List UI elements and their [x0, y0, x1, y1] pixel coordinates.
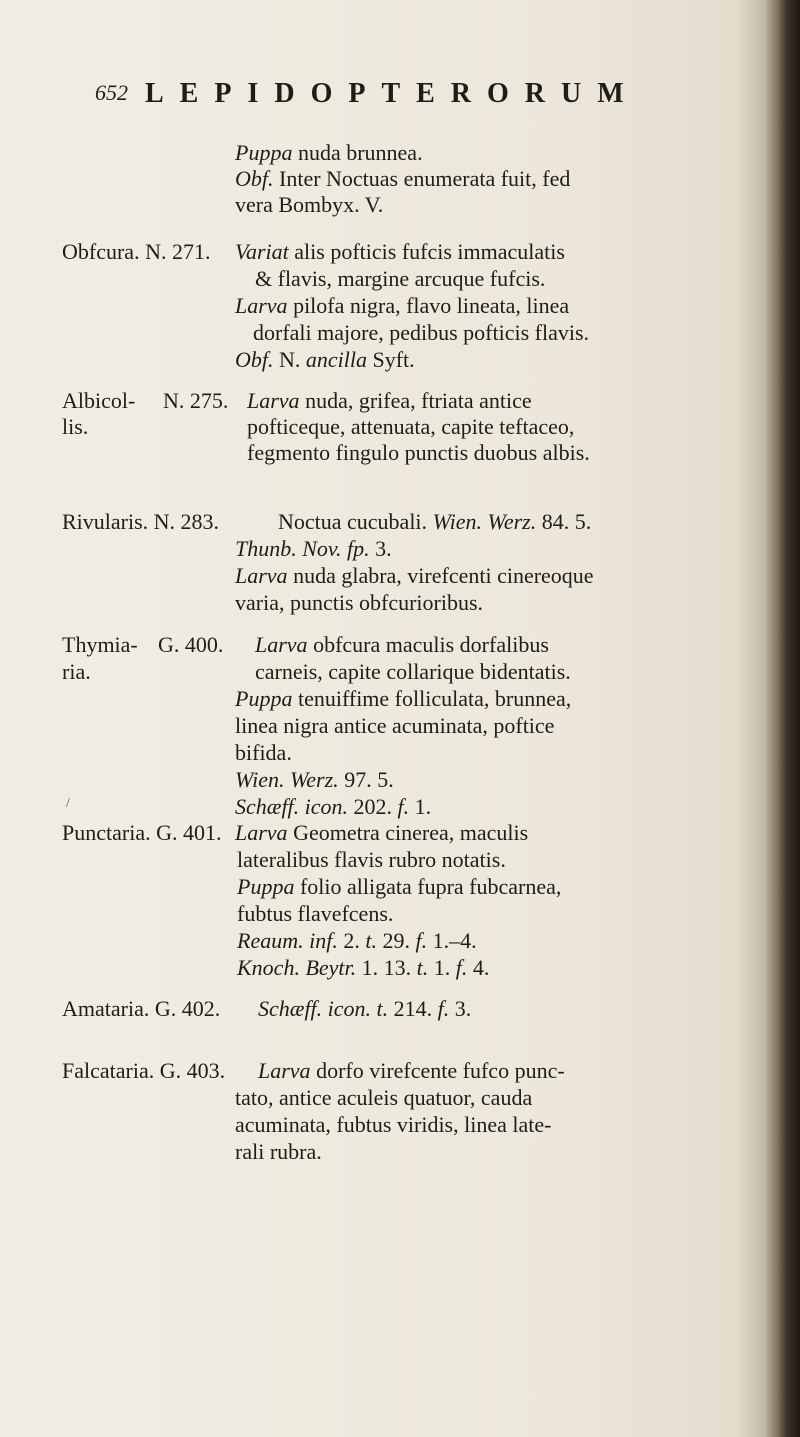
- text-run: Schæff. icon.: [235, 794, 349, 819]
- text-run: f.: [437, 996, 450, 1021]
- entry-line: [237, 847, 506, 874]
- text-run: Puppa: [237, 874, 295, 899]
- entry-line: [235, 536, 392, 563]
- species-label-thymiaria-cont: ria.: [62, 659, 91, 684]
- text-run: Larva: [255, 632, 308, 657]
- page-gutter-shadow: [736, 0, 766, 1437]
- entry-line: [237, 928, 477, 955]
- text-run: bifida.: [235, 740, 292, 765]
- entry-line: [235, 1139, 322, 1166]
- entry-line: [235, 686, 571, 713]
- text-run: ancilla: [305, 347, 367, 372]
- text-run: obfcura maculis dorfalibus: [307, 632, 549, 657]
- entry-line: [278, 509, 591, 536]
- entry-line: [247, 414, 574, 441]
- text-run: nuda, grifea, ftriata antice: [299, 388, 532, 413]
- text-run: tato, antice aculeis quatuor, cauda: [235, 1085, 533, 1110]
- entry-line: [255, 659, 571, 686]
- species-label-thymiaria: Thymia-: [62, 632, 138, 657]
- text-run: Schæff. icon.: [258, 996, 372, 1021]
- text-run: Obf.: [235, 166, 274, 191]
- text-run: Puppa: [235, 140, 293, 165]
- entry-line: [235, 563, 594, 590]
- entry-line: [235, 166, 570, 193]
- text-run: alis pofticis fufcis immaculatis: [288, 239, 565, 264]
- running-title: LEPIDOPTERORUM: [145, 78, 640, 109]
- entry-line: [235, 794, 431, 821]
- text-run: 4.: [467, 955, 490, 980]
- entry-line: [255, 632, 549, 659]
- text-run: carneis, capite collarique bidentatis.: [255, 659, 571, 684]
- species-label-punctaria: Punctaria. G. 401.: [62, 820, 222, 845]
- text-run: 1.: [428, 955, 456, 980]
- ink-mark: /: [66, 796, 70, 811]
- text-run: 214.: [388, 996, 438, 1021]
- entry-line: [235, 713, 554, 740]
- text-run: 1.: [409, 794, 432, 819]
- entry-line: [235, 347, 415, 374]
- text-run: vera Bombyx. V.: [235, 192, 384, 217]
- entry-line: [235, 820, 528, 847]
- text-run: f.: [415, 928, 428, 953]
- text-run: rali rubra.: [235, 1139, 322, 1164]
- entry-line: [235, 590, 483, 617]
- entry-line: [258, 996, 471, 1023]
- text-run: fegmento fingulo punctis duobus albis.: [247, 440, 590, 465]
- text-run: Syft.: [367, 347, 415, 372]
- text-run: t.: [365, 928, 377, 953]
- species-label-albicollis-cont: lis.: [62, 414, 89, 439]
- page-header: [95, 80, 735, 120]
- text-run: Larva: [235, 820, 288, 845]
- text-run: 1.–4.: [427, 928, 477, 953]
- entry-line: [258, 1058, 565, 1085]
- species-label-rivularis: Rivularis. N. 283.: [62, 509, 220, 534]
- text-run: 3.: [449, 996, 472, 1021]
- entry-line: [237, 901, 393, 928]
- entry-line: [235, 192, 383, 219]
- text-run: Obf.: [235, 347, 274, 372]
- text-run: f.: [455, 955, 468, 980]
- text-run: f.: [397, 794, 410, 819]
- text-run: Inter Noctuas enumerata fuit, fed: [273, 166, 571, 191]
- entry-line: [235, 239, 565, 266]
- text-run: Larva: [235, 563, 288, 588]
- entry-line: [253, 320, 589, 347]
- text-run: acuminata, fubtus viridis, linea late-: [235, 1112, 552, 1137]
- species-number-thymiaria: G. 400.: [158, 632, 224, 657]
- text-run: 29.: [376, 928, 416, 953]
- text-run: Thunb. Nov. fp.: [235, 536, 370, 561]
- text-run: 2.: [337, 928, 366, 953]
- species-label-falcataria: Falcataria. G. 403.: [62, 1058, 226, 1083]
- text-run: lateralibus flavis rubro notatis.: [237, 847, 506, 872]
- text-run: Wien. Werz.: [235, 767, 339, 792]
- text-run: t.: [416, 955, 429, 980]
- text-run: dorfo virefcente fufco punc-: [310, 1058, 565, 1083]
- text-run: Larva: [258, 1058, 311, 1083]
- entry-line: [235, 293, 569, 320]
- entry-line: [235, 740, 292, 767]
- species-label-obfcura: Obfcura. N. 271.: [62, 239, 211, 264]
- text-run: tenuiffime folliculata, brunnea,: [292, 686, 572, 711]
- text-run: fubtus flavefcens.: [237, 901, 394, 926]
- text-run: dorfali majore, pedibus pofticis flavis.: [253, 320, 590, 345]
- text-run: 84. 5.: [536, 509, 592, 534]
- text-run: Knoch. Beytr.: [237, 955, 357, 980]
- text-run: 3.: [369, 536, 392, 561]
- entry-line: [235, 1085, 532, 1112]
- species-label-albicollis: Albicol-: [62, 388, 136, 413]
- text-run: Larva: [235, 293, 288, 318]
- text-run: pofticeque, attenuata, capite teftaceo,: [247, 414, 575, 439]
- page-number: 652: [95, 80, 128, 105]
- entry-line: [237, 874, 561, 901]
- text-run: t.: [376, 996, 389, 1021]
- text-run: Wien. Werz.: [432, 509, 537, 534]
- text-run: nuda brunnea.: [292, 140, 423, 165]
- text-run: folio alligata fupra fubcarnea,: [294, 874, 562, 899]
- text-run: & flavis, margine arcuque fufcis.: [255, 266, 546, 291]
- species-label-amataria: Amataria. G. 402.: [62, 996, 221, 1021]
- entry-line: [235, 767, 394, 794]
- text-run: linea nigra antice acuminata, poftice: [235, 713, 555, 738]
- entry-line: [235, 140, 423, 167]
- text-run: Geometra cinerea, maculis: [287, 820, 529, 845]
- entry-line: [247, 388, 532, 415]
- entry-line: [235, 1112, 551, 1139]
- text-run: Puppa: [235, 686, 293, 711]
- text-run: 1. 13.: [356, 955, 417, 980]
- text-run: Noctua cucubali.: [278, 509, 433, 534]
- species-number-albicollis: N. 275.: [163, 388, 229, 413]
- text-run: 97. 5.: [338, 767, 394, 792]
- text-run: Variat: [235, 239, 289, 264]
- entry-line: [255, 266, 545, 293]
- text-run: 202.: [348, 794, 398, 819]
- text-run: nuda glabra, virefcenti cinereoque: [287, 563, 594, 588]
- text-run: varia, punctis obfcurioribus.: [235, 590, 484, 615]
- text-run: Reaum. inf.: [237, 928, 338, 953]
- entry-line: [237, 955, 489, 982]
- text-run: Larva: [247, 388, 300, 413]
- text-run: N.: [273, 347, 306, 372]
- text-run: pilofa nigra, flavo lineata, linea: [287, 293, 570, 318]
- entry-line: [247, 440, 590, 467]
- book-edge: [766, 0, 800, 1437]
